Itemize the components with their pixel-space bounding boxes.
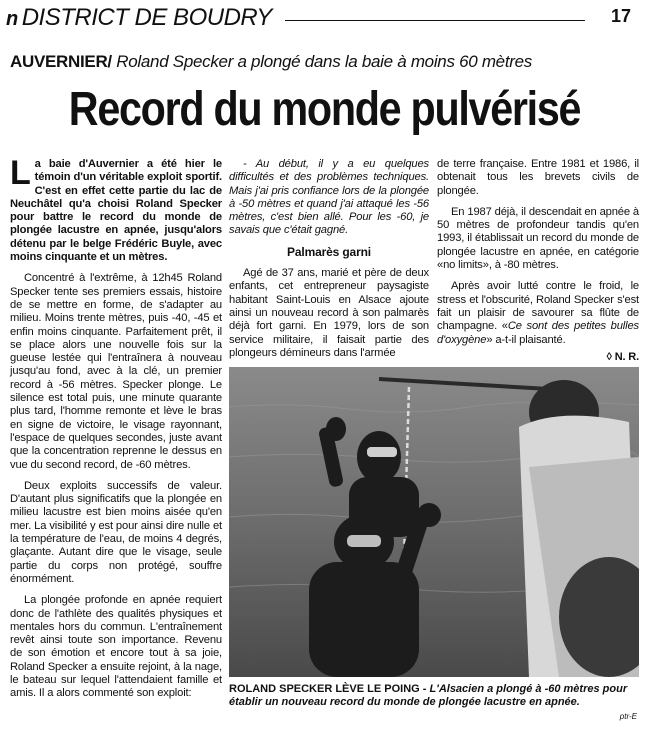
section-prefix: n xyxy=(6,8,18,30)
header-rule xyxy=(285,20,585,21)
article-column-3 xyxy=(437,158,639,364)
section-header xyxy=(0,0,649,40)
paragraph: En 1987 déjà, il descendait en apnée à 50 mètres de profondeur tandis qu'en 1993, il établissait un record du monde de plongée lacustre en apnée, en catégorie «no limits», à -80 mètres. xyxy=(437,205,639,272)
lead-paragraph xyxy=(10,154,222,264)
article-column-1 xyxy=(10,154,222,709)
paragraph: Concentré à l'extrême, à 12h45 Roland Specker tente ses premiers essais, histoire de se mettre en forme, de s'adapter au milieu. Moins trente mètres, puis -40, -45 et enfin moins cinquante. Parfaitement prêt, il se place alors une nouvelle fois sur la gueuse lestée qui l'entraînera à nouveau jusqu'au fond, avec à la clé, un premier record à -56 mètres. Specker plonge. Le silence est total puis, une minute quarante plus tard, l'homme remonte et lève le bras en signe de victoire, le visage rayonnant, l'espace de quelques secondes, juste avant que la concentration reprenne le dessus en vue du second record, de -60 mètres. xyxy=(10,272,222,471)
lead-text: a baie d'Auvernier a été hier le témoin d'un véritable exploit sportif. C'est en effet cette partie du lac de Neuchâtel qu'a choisi Roland Specker pour battre le record du monde de plongée lacustre en apnée, jusqu'alors détenu par le belge Frédéric Buyle, avec moins cinquante et un mètres. xyxy=(10,158,222,264)
paragraph: Agé de 37 ans, marié et père de deux enfants, cet entrepreneur paysagiste habitant Saint-Louis en Alsace ajoute ainsi un nouveau record à son palmarès déjà fort garni. En 1979, lors de son service militaire, il faisait partie des plongeurs démineurs dans l'armée xyxy=(229,267,429,359)
section-name: DISTRICT DE BOUDRY xyxy=(21,4,272,31)
kicker-label: AUVERNIER/ xyxy=(10,52,112,71)
photo-caption xyxy=(229,683,639,709)
byline: ◊ N. R. xyxy=(606,350,639,363)
paragraph: de terre française. Entre 1981 et 1986, il obtenait tous les brevets civils de plongée. xyxy=(437,158,639,197)
drop-cap: L xyxy=(10,154,31,192)
caption-text: L'Alsacien a plongé à -60 mètres pour établir un nouveau record du monde de plongée lacustre en apnée. xyxy=(229,683,628,708)
news-photo xyxy=(229,367,639,677)
page-number: 17 xyxy=(610,6,631,26)
quote-paragraph: - Au début, il y a eu quelques difficultés et des problèmes techniques. Mais j'ai pris confiance lors de la plongée à -50 mètres et quand j'ai attaqué les -56 mètres, c'est bien allé. Pour les -60, je savais que c'était gagné. xyxy=(229,158,429,237)
paragraph: Deux exploits successifs de valeur. D'autant plus significatifs que la plongée en milieu lacustre est bien moins aisée qu'en mer. La visibilité y est pour ainsi dire nulle et la température de l'eau, de moins 4 degrés, glaçante. Autant dire que le visage, seule partie du corps non protégé, souffre énormément. xyxy=(10,479,222,585)
headline: Record du monde pulvérisé xyxy=(68,83,581,136)
kicker xyxy=(10,52,640,72)
paragraph: La plongée profonde en apnée requiert donc de l'athlète des qualités physiques et mentales hors du commun. L'entraînement revêt ainsi toute son importance. Revenu de son émotion et encore tout à sa joie, Roland Specker a ensuite rejoint, à la nage, le bateau sur lequel l'attendaient famille et amis. Il a alors commenté son exploit: xyxy=(10,594,222,700)
paragraph: Après avoir lutté contre le froid, le stress et l'obscurité, Roland Specker s'est fait un plaisir de savourer sa flûte de champagne. «Ce sont des petites bulles d'oxygène» a-t-il plaisanté. xyxy=(437,280,639,346)
section-title xyxy=(6,4,272,32)
caption-heading: ROLAND SPECKER LÈVE LE POING - xyxy=(229,683,427,695)
kicker-text: Roland Specker a plongé dans la baie à moins 60 mètres xyxy=(116,52,532,71)
photo-credit: ptr-E xyxy=(619,712,637,721)
photo-illustration xyxy=(229,367,639,677)
subheading: Palmarès garni xyxy=(287,244,371,259)
article-column-2 xyxy=(229,158,429,368)
